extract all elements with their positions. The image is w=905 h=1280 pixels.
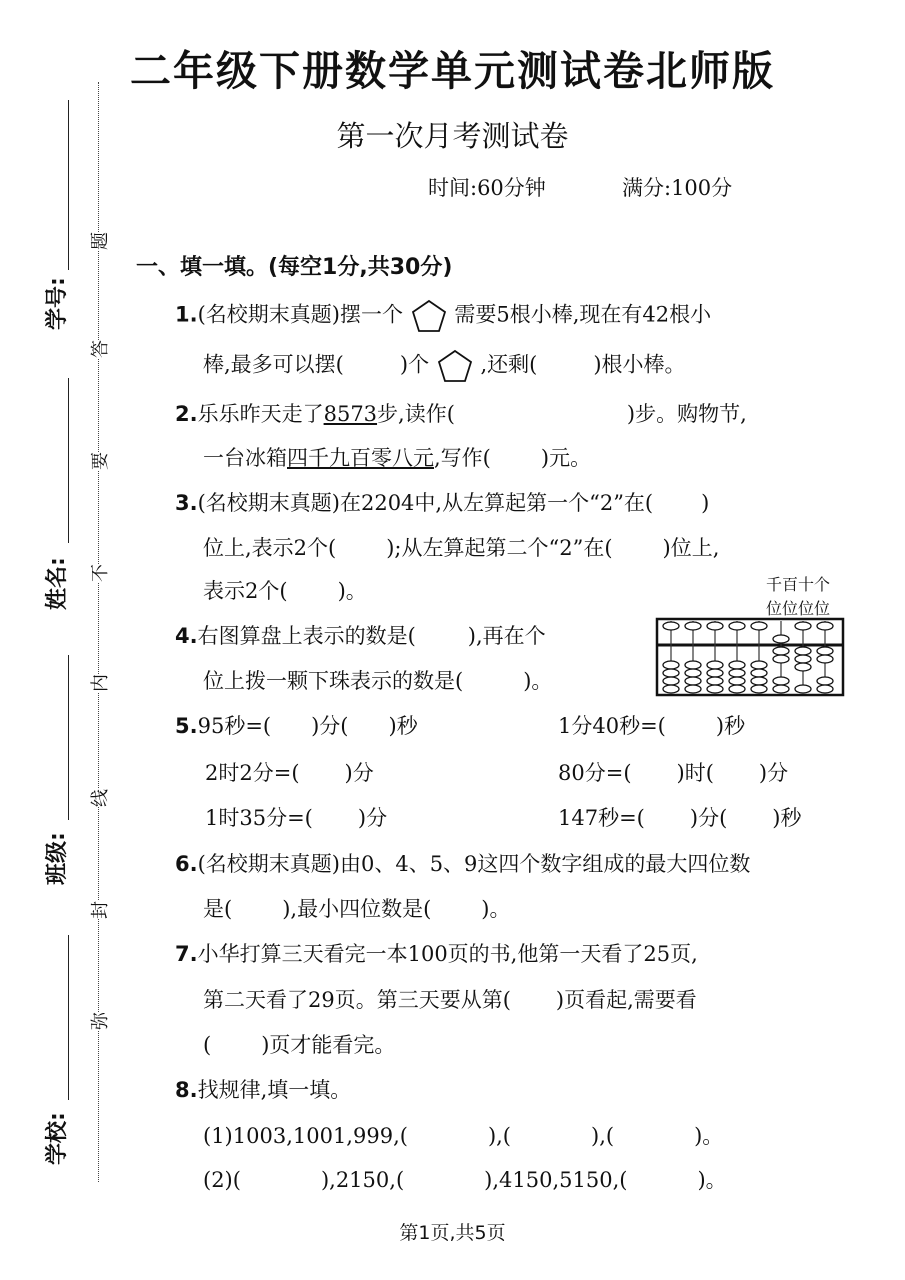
question-number: 7. [175, 942, 198, 966]
q8-sub2 [203, 1164, 727, 1194]
seal-char: 封 [86, 901, 112, 919]
q3-line3 [203, 575, 367, 605]
q3-text: );从左算起第二个“2”在( [386, 536, 613, 560]
pentagon-icon [410, 298, 448, 334]
q3-text: )位上, [662, 536, 720, 560]
school-label: 学校: [45, 1112, 70, 1165]
q5-text: 80分=( [558, 761, 632, 785]
pentagon-icon [436, 348, 474, 384]
seal-char: 弥 [86, 1012, 112, 1030]
q5-text: )分 [344, 761, 374, 785]
q1-text: (名校期末真题)摆一个 [197, 302, 403, 327]
q2-text: 一台冰箱 [203, 446, 287, 470]
q1-text: 棒,最多可以摆( [203, 352, 344, 377]
q4-line1 [175, 620, 546, 650]
q5-text: )分 [758, 761, 789, 785]
question-number: 5. [175, 714, 198, 738]
q2-underlined: 四千九百零八元 [287, 446, 434, 470]
q2-text: )元。 [540, 446, 592, 470]
q1-line1 [175, 298, 711, 334]
question-number: 3. [175, 491, 198, 515]
q8-text: (1)1003,1001,999,( [203, 1124, 408, 1148]
q5-row3 [205, 802, 387, 832]
q4-text: )。 [523, 669, 553, 693]
q5-row3-right [558, 802, 801, 832]
seal-char: 不 [86, 564, 112, 582]
question-number: 2. [175, 402, 198, 426]
q5-row1-right [558, 710, 745, 740]
question-number: 8. [175, 1078, 198, 1102]
q7-text: 第二天看了29页。第三天要从第( [203, 988, 511, 1012]
q5-text: )分 [357, 806, 388, 830]
q6-text: ),最小四位数是( [282, 897, 432, 921]
q8-text: )。 [697, 1168, 727, 1192]
q8-line1 [175, 1074, 351, 1104]
q3-text: )。 [337, 579, 367, 603]
name-label: 姓名: [45, 557, 70, 610]
q7-text: )页才能看完。 [261, 1033, 396, 1057]
q8-text: )。 [694, 1124, 724, 1148]
q7-text: ( [203, 1033, 212, 1057]
q5-text: 1分40秒=( [558, 714, 666, 738]
time-limit: 时间:60分钟 [428, 176, 546, 200]
abacus-label-bottom: 位位位位 [766, 599, 831, 618]
q5-text: )时( [676, 761, 714, 785]
question-number: 1. [175, 302, 198, 327]
q2-text: 步,读作( [377, 402, 455, 426]
q8-text: ),( [591, 1124, 615, 1148]
q1-text: ,还剩( [480, 352, 538, 377]
abacus-label-top: 千百十个 [766, 575, 831, 594]
q3-line1 [175, 487, 709, 517]
q8-text: 找规律,填一填。 [197, 1078, 352, 1102]
school-line [68, 935, 69, 1100]
q5-text: )分( [311, 714, 349, 738]
name-line [68, 378, 69, 543]
page-title: 二年级下册数学单元测试卷北师版 [130, 47, 775, 95]
page-subtitle: 第一次月考测试卷 [336, 119, 569, 153]
abacus-image [655, 617, 845, 697]
page-footer: 第1页,共5页 [399, 1222, 506, 1244]
q7-text: )页看起,需要看 [555, 988, 697, 1012]
q4-text: 右图算盘上表示的数是( [197, 624, 416, 648]
q6-text: 是( [203, 897, 233, 921]
q5-row2 [205, 757, 374, 787]
q8-text: (2)( [203, 1168, 241, 1192]
seal-char: 答 [86, 340, 112, 358]
student-no-line [68, 100, 69, 270]
q2-number: 8573 [323, 402, 378, 426]
q5-row1 [175, 710, 418, 740]
class-line [68, 655, 69, 820]
q4-text: ),再在个 [467, 624, 546, 648]
q5-text: 2时2分=( [205, 761, 300, 785]
seal-char: 线 [86, 789, 112, 807]
q3-line2 [203, 532, 719, 562]
q5-text: )分( [689, 806, 728, 830]
q2-line1 [175, 398, 747, 428]
q6-text: (名校期末真题)由0、4、5、9这四个数字组成的最大四位数 [197, 852, 751, 876]
question-number: 4. [175, 624, 198, 648]
q7-line1 [175, 938, 698, 968]
q5-text: )秒 [388, 714, 418, 738]
q6-line1 [175, 848, 750, 878]
q5-text: )秒 [772, 806, 802, 830]
q5-text: 147秒=( [558, 806, 645, 830]
section-heading: 一、填一填。(每空1分,共30分) [136, 255, 453, 280]
q2-line2 [203, 442, 591, 472]
q3-text: 位上,表示2个( [203, 536, 337, 560]
q2-text: 乐乐昨天走了 [197, 402, 324, 426]
q7-text: 小华打算三天看完一本100页的书,他第一天看了25页, [197, 942, 698, 966]
q5-row2-right [558, 757, 788, 787]
q3-text: ) [701, 491, 710, 515]
q7-line2 [203, 984, 697, 1014]
q8-text: ),( [487, 1124, 511, 1148]
q8-sub1 [203, 1120, 723, 1150]
q8-text: ),2150,( [320, 1168, 405, 1192]
q3-text: (名校期末真题)在2204中,从左算起第一个“2”在( [197, 491, 654, 515]
student-no-label: 学号: [45, 277, 70, 330]
q6-line2 [203, 893, 510, 923]
q5-text: 1时35分=( [205, 806, 313, 830]
q5-text: )秒 [715, 714, 746, 738]
q1-line2 [203, 348, 686, 384]
q5-text: 95秒=( [197, 714, 272, 738]
q1-text: 需要5根小棒,现在有42根小 [454, 302, 712, 327]
q3-text: 表示2个( [203, 579, 288, 603]
q1-text: )根小棒。 [593, 352, 686, 377]
class-label: 班级: [45, 832, 70, 885]
q2-text: )步。购物节, [626, 402, 747, 426]
seal-char: 要 [86, 452, 112, 470]
q4-line2 [203, 665, 552, 695]
q8-text: ),4150,5150,( [484, 1168, 628, 1192]
q7-line3 [203, 1029, 395, 1059]
q6-text: )。 [481, 897, 511, 921]
question-number: 6. [175, 852, 198, 876]
full-score: 满分:100分 [622, 176, 733, 200]
q2-text: ,写作( [434, 446, 491, 470]
q1-text: )个 [399, 352, 430, 377]
seal-char: 内 [86, 674, 112, 692]
q4-text: 位上拨一颗下珠表示的数是( [203, 669, 464, 693]
seal-char: 题 [86, 232, 112, 250]
